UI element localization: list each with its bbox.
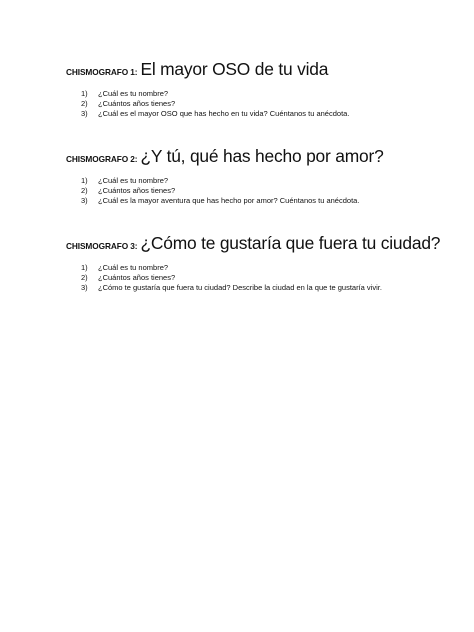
- question-number: 1): [81, 89, 88, 98]
- section-heading: [66, 233, 466, 254]
- question-number: 3): [81, 283, 88, 292]
- section-label: CHISMOGRAFO 1:: [66, 67, 138, 77]
- question-item: [66, 196, 466, 206]
- question-item: [66, 283, 466, 293]
- question-text: ¿Cuántos años tienes?: [98, 273, 176, 282]
- question-text: ¿Cuántos años tienes?: [98, 99, 176, 108]
- question-item: [66, 273, 466, 283]
- question-item: [66, 89, 466, 99]
- question-number: 2): [81, 99, 88, 108]
- section-heading: [66, 146, 466, 167]
- question-number: 1): [81, 263, 88, 272]
- question-text: ¿Cuál es el mayor OSO que has hecho en tu vida? Cuéntanos tu anécdota.: [98, 109, 350, 118]
- chismografo-section-1: [66, 59, 466, 119]
- section-label: CHISMOGRAFO 2:: [66, 154, 138, 164]
- question-list: [66, 176, 466, 206]
- section-title: ¿Y tú, qué has hecho por amor?: [140, 146, 384, 166]
- question-text: ¿Cuál es la mayor aventura que has hecho por amor? Cuéntanos tu anécdota.: [98, 196, 360, 205]
- question-item: [66, 186, 466, 196]
- question-item: [66, 109, 466, 119]
- chismografo-section-2: [66, 146, 466, 206]
- question-text: ¿Cuál es tu nombre?: [98, 176, 169, 185]
- question-item: [66, 263, 466, 273]
- section-heading: [66, 59, 466, 80]
- question-list: [66, 89, 466, 119]
- question-number: 1): [81, 176, 88, 185]
- question-number: 3): [81, 109, 88, 118]
- question-text: ¿Cuál es tu nombre?: [98, 263, 169, 272]
- question-item: [66, 176, 466, 186]
- question-number: 3): [81, 196, 88, 205]
- question-item: [66, 99, 466, 109]
- question-number: 2): [81, 186, 88, 195]
- section-title: ¿Cómo te gustaría que fuera tu ciudad?: [140, 233, 441, 253]
- section-title: El mayor OSO de tu vida: [140, 59, 329, 79]
- question-text: ¿Cuántos años tienes?: [98, 186, 176, 195]
- question-text: ¿Cómo te gustaría que fuera tu ciudad? Describe la ciudad en la que te gustaría vivir.: [98, 283, 382, 292]
- question-list: [66, 263, 466, 293]
- chismografo-section-3: [66, 233, 466, 293]
- question-text: ¿Cuál es tu nombre?: [98, 89, 169, 98]
- question-number: 2): [81, 273, 88, 282]
- section-label: CHISMOGRAFO 3:: [66, 241, 138, 251]
